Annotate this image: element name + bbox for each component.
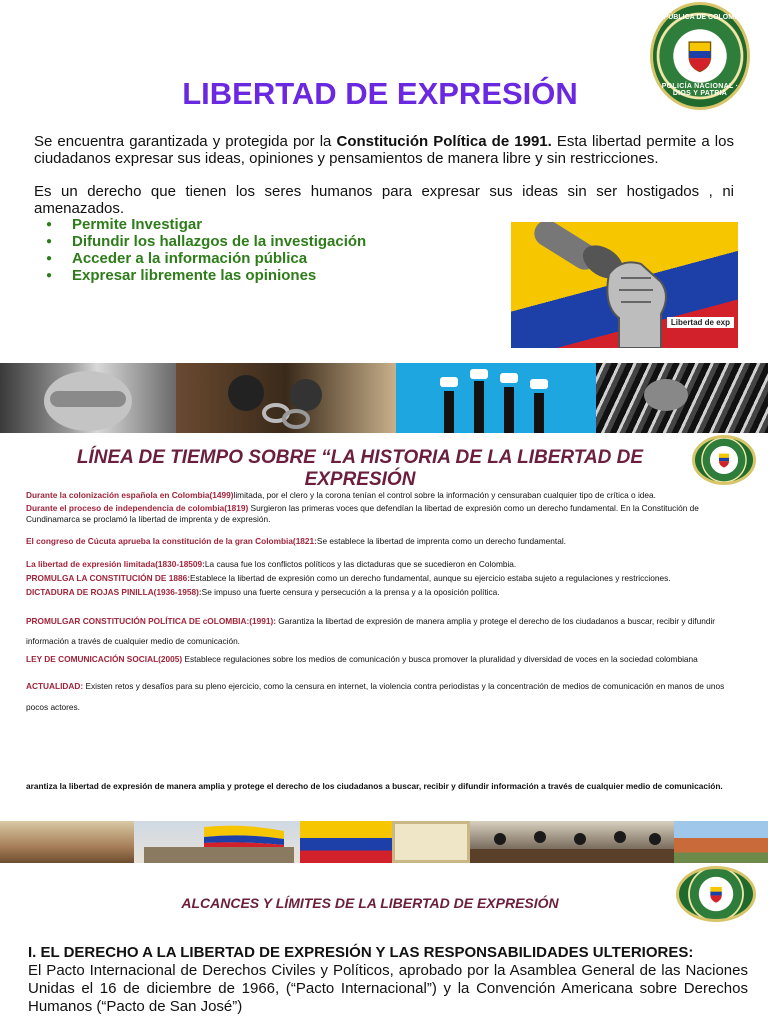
timeline-entry <box>26 654 736 665</box>
section-subheading: I. EL DERECHO A LA LIBERTAD DE EXPRESIÓN Y LAS RESPONSABILIDADES ULTERIORES: <box>28 944 694 961</box>
crest-icon <box>713 452 735 469</box>
timeline-title: LÍNEA DE TIEMPO SOBRE “LA HISTORIA DE LA LIBERTAD DE EXPRESIÓN <box>76 447 644 490</box>
timeline-entry <box>26 559 736 570</box>
timeline-label: PROMULGA LA CONSTITUCIÓN DE 1886: <box>26 573 190 583</box>
photo-strip-history <box>0 821 768 863</box>
footnote-text: arantiza la libertad de expresión de manera amplia y protege el derecho de los ciudadanos a buscar, recibir y difundir información a través de cualquier medio de comunicación. <box>26 781 723 791</box>
timeline-text: Establece la libertad de expresión como un derecho fundamental, aunque su ejercicio estaba sujeto a regulaciones y restricciones. <box>189 573 671 583</box>
photo-colonial-building <box>674 821 768 863</box>
photo-strip-top <box>0 363 768 433</box>
timeline-label: DICTADURA DE ROJAS PINILLA(1936-1958): <box>26 587 202 597</box>
timeline-entry <box>26 503 736 525</box>
photo-raised-hands-microphones <box>396 363 596 433</box>
list-item: ● Permite Investigar <box>46 216 366 233</box>
timeline-text: Se impuso una fuerte censura y persecución a la prensa y a la oposición política. <box>201 587 500 597</box>
timeline-text: Establece regulaciones sobre los medios de comunicación y busca promover la pluralidad y diversidad de voces en la sociedad colombiana <box>182 654 698 664</box>
timeline-entry <box>26 536 736 547</box>
timeline-entry <box>26 676 736 718</box>
crest-icon <box>682 37 718 76</box>
intro-constitution-bold: Constitución Política de 1991. <box>336 133 552 150</box>
timeline-entry <box>26 573 736 584</box>
photo-hands-over-face <box>0 363 176 433</box>
intro-paragraph-2: Es un derecho que tienen los seres humanos para expresar sus ideas sin ser hostigados , ni amenazados. <box>34 183 734 217</box>
photo-historic-painting <box>0 821 134 863</box>
timeline-entry <box>26 611 736 651</box>
section-body: El Pacto Internacional de Derechos Civiles y Políticos, aprobado por la Asamblea General de las Naciones Unidas el 16 de diciembre de 1966, (“Pacto Internacional”) y la Convención Americana sobre Derechos Humanos (“Pacto de San José”) <box>28 962 748 1015</box>
police-seal-timeline <box>692 435 756 485</box>
bullet-list <box>46 216 366 284</box>
timeline-label: El congreso de Cúcuta aprueba la constitución de la gran Colombia(1821: <box>26 536 317 546</box>
page-title: LIBERTAD DE EXPRESIÓN <box>182 76 578 111</box>
list-item: ● Expresar libremente las opiniones <box>46 267 366 284</box>
timeline-footnote <box>26 781 736 792</box>
timeline-text: Surgieron las primeras voces que defendían la libertad de expresión como un derecho fundamental. En la Constitución de Cundinamarca se proclamó la libertad de imprenta y de expresión. <box>26 503 699 524</box>
photo-chained-microphones <box>176 363 396 433</box>
intro-paragraph-1 <box>34 133 734 167</box>
timeline-text: limitada, por el clero y la corona tenían el control sobre la información y censuraban cualquier tipo de crítica o idea. <box>233 490 656 500</box>
photo-constitution-document <box>300 821 392 863</box>
image-caption: Libertad de exp <box>667 317 734 328</box>
flag-fist-image <box>511 222 738 348</box>
photo-colombian-flags <box>134 821 300 863</box>
list-item: ● Difundir los hallazgos de la investigación <box>46 233 366 250</box>
timeline-label: PROMULGAR CONSTITUCIÓN POLÍTICA DE cOLOMBIA:(1991): <box>26 616 276 626</box>
police-seal-bottom <box>676 866 756 922</box>
timeline-label: La libertad de expresión limitada(1830-18509: <box>26 559 205 569</box>
seal-ring-text: POLICÍA NACIONAL · DIOS Y PATRIA <box>661 82 739 97</box>
raised-fist-microphone-icon <box>511 222 738 348</box>
seal-top-text: REPÚBLICA DE COLOMBIA <box>653 14 747 22</box>
list-item: ● Acceder a la información pública <box>46 250 366 267</box>
section-title: ALCANCES Y LÍMITES DE LA LIBERTAD DE EXPRESIÓN <box>181 895 559 911</box>
timeline-label: Durante el proceso de independencia de colombia(1819) <box>26 503 249 513</box>
timeline-entry <box>26 587 736 598</box>
timeline-text: La causa fue los conflictos políticos y las dictaduras que se sucedieron en Colombia. <box>204 559 517 569</box>
timeline-label: LEY DE COMUNICACIÓN SOCIAL(2005) <box>26 654 183 664</box>
photo-meeting <box>470 821 674 863</box>
timeline-text: Se establece la libertad de imprenta como un derecho fundamental. <box>316 536 566 546</box>
photo-pens-and-microphone <box>596 363 768 433</box>
timeline-text: Garantiza la libertad de expresión de manera amplia y protege el derecho de los ciudadanos a buscar, recibir y difundir información a través de cualquier medio de comunicación. <box>26 616 716 646</box>
timeline-text: Existen retos y desafíos para su pleno ejercicio, como la censura en internet, la violencia contra periodistas y la concentración de medios de comunicación en manos de unos pocos actores. <box>26 681 725 712</box>
timeline-label: Durante la colonización española en Colombia(1499) <box>26 490 234 500</box>
intro-text-a: Se encuentra garantizada y protegida por la <box>34 133 337 150</box>
timeline-label: ACTUALIDAD: <box>26 681 84 691</box>
timeline-entry <box>26 490 736 501</box>
intro-text-b: Esta libertad permite a los ciudadanos expresar sus ideas, opiniones y pensamientos de manera libre y sin restricciones. <box>34 133 734 167</box>
photo-old-document <box>392 821 470 863</box>
